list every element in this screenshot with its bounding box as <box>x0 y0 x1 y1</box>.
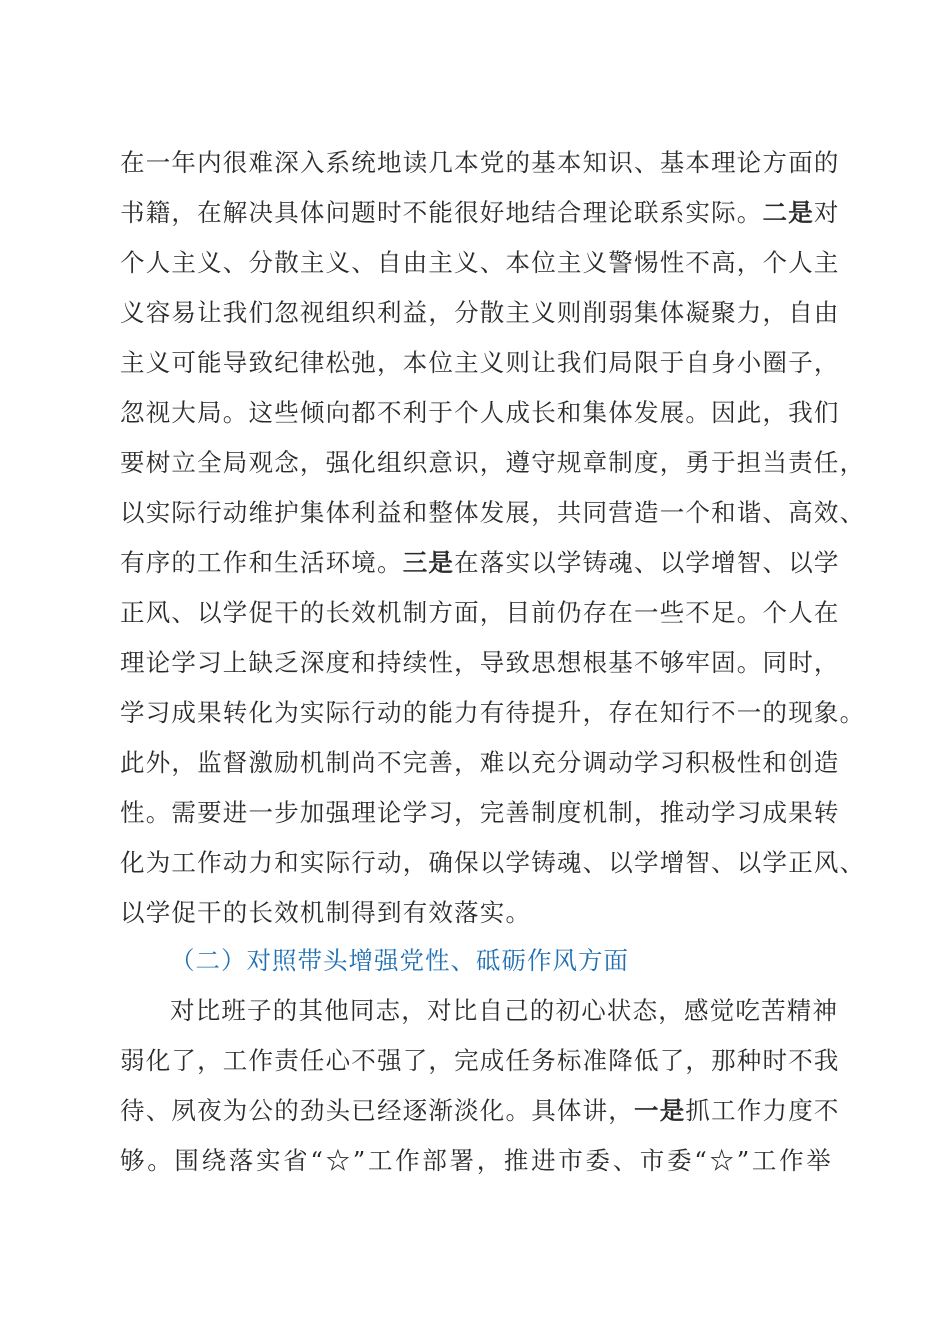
text-line <box>120 346 840 380</box>
text-line <box>120 1044 840 1078</box>
text-line <box>120 396 840 430</box>
text-run: 以实际行动维护集体利益和整体发展，共同营造一个和谐、高效、 <box>120 498 866 527</box>
text-run: 要树立全局观念，强化组织意识，遵守规章制度，勇于担当责任， <box>120 448 866 477</box>
text-run: 弱化了，工作责任心不强了，完成任务标准降低了，那种时不我 <box>120 1046 840 1075</box>
section-heading: （二）对照带头增强党性、砥砺作风方面 <box>170 946 629 975</box>
text-line <box>120 1094 840 1128</box>
emphasis-label: 三是 <box>402 548 455 577</box>
text-run: 书籍，在解决具体问题时不能很好地结合理论联系实际。 <box>120 198 763 227</box>
text-line <box>120 446 866 480</box>
text-run: 有序的工作和生活环境。 <box>120 548 403 577</box>
text-line <box>120 646 840 680</box>
text-line <box>120 146 840 180</box>
text-run: 学习成果转化为实际行动的能力有待提升，存在知行不一的现象。 <box>120 698 866 727</box>
text-run: 性。需要进一步加强理论学习，完善制度机制，推动学习成果转 <box>120 798 840 827</box>
text-line <box>120 696 866 730</box>
text-line <box>120 246 840 280</box>
text-line <box>170 994 839 1028</box>
text-line <box>120 596 840 630</box>
text-line <box>120 296 840 330</box>
emphasis-label: 二是 <box>762 198 814 227</box>
text-run: 待、夙夜为公的劲头已经逐渐淡化。具体讲， <box>120 1096 634 1125</box>
text-run: 够。围绕落实省“☆”工作部署，推进市委、市委“☆”工作举 <box>120 1146 832 1175</box>
emphasis-label: 一是 <box>634 1096 686 1125</box>
text-run: 对 <box>813 198 840 227</box>
text-line <box>120 746 840 780</box>
text-line <box>120 496 866 530</box>
text-line <box>120 846 866 880</box>
text-run: 忽视大局。这些倾向都不利于个人成长和集体发展。因此，我们 <box>120 398 840 427</box>
text-run: 对比班子的其他同志，对比自己的初心状态，感觉吃苦精神 <box>170 996 839 1025</box>
text-run: 此外，监督激励机制尚不完善，难以充分调动学习积极性和创造 <box>120 748 840 777</box>
text-run: 在一年内很难深入系统地读几本党的基本知识、基本理论方面的 <box>120 148 840 177</box>
text-line <box>120 1144 832 1178</box>
text-run: 抓工作力度不 <box>685 1096 840 1125</box>
text-run: 以学促干的长效机制得到有效落实。 <box>120 898 532 927</box>
text-line <box>120 796 840 830</box>
text-line <box>120 896 832 930</box>
text-run: 主义可能导致纪律松弛，本位主义则让我们局限于自身小圈子， <box>120 348 840 377</box>
text-line <box>120 546 840 580</box>
text-run: 在落实以学铸魂、以学增智、以学 <box>454 548 840 577</box>
text-run: 化为工作动力和实际行动，确保以学铸魂、以学增智、以学正风、 <box>120 848 866 877</box>
text-run: 义容易让我们忽视组织利益，分散主义则削弱集体凝聚力，自由 <box>120 298 840 327</box>
text-line <box>120 196 840 230</box>
text-run: 个人主义、分散主义、自由主义、本位主义警惕性不高，个人主 <box>120 248 840 277</box>
text-run: 理论学习上缺乏深度和持续性，导致思想根基不够牢固。同时， <box>120 648 840 677</box>
text-run: 正风、以学促干的长效机制方面，目前仍存在一些不足。个人在 <box>120 598 840 627</box>
